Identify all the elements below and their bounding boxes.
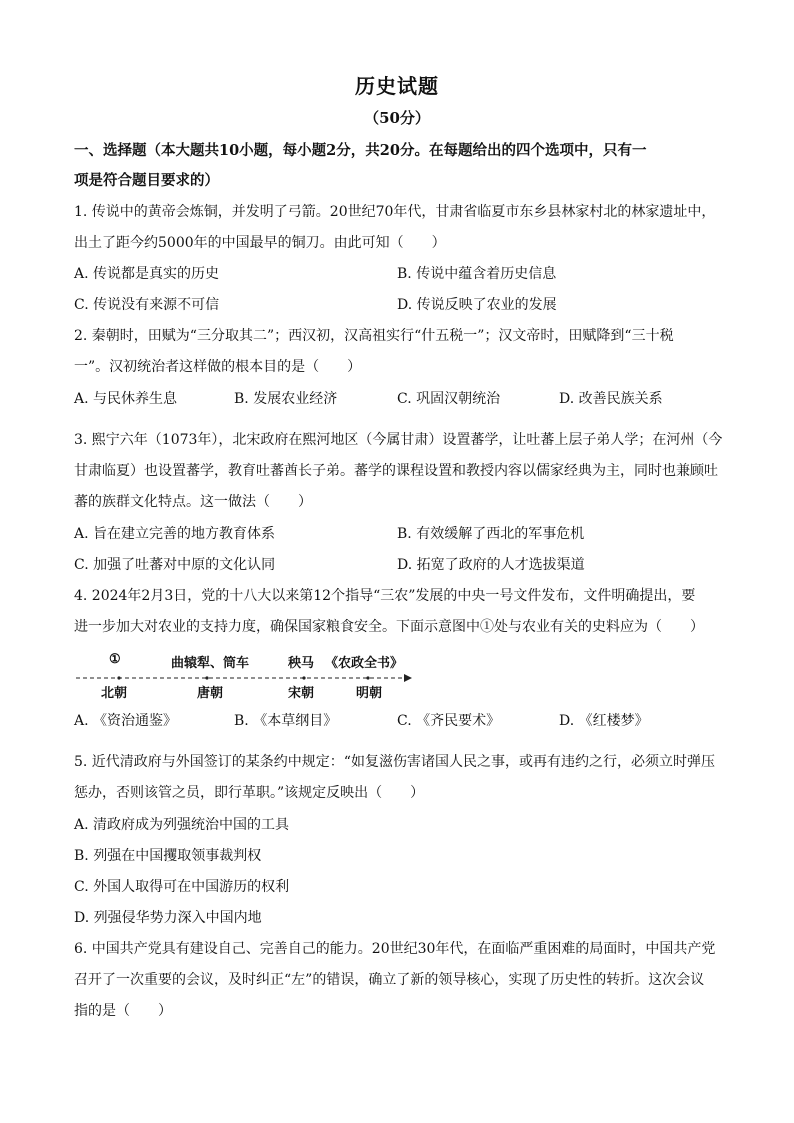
timeline-diagram xyxy=(74,652,419,702)
q2-option-d: D. 改善民族关系 xyxy=(559,391,663,407)
q2-option-b: B. 发展农业经济 xyxy=(234,391,338,407)
q3-option-a: A. 旨在建立完善的地方教育体系 xyxy=(74,526,276,542)
q2-option-c: C. 巩固汉朝统治 xyxy=(397,391,501,407)
timeline-dynasty-2: 唐朝 xyxy=(197,686,224,701)
q1-line2: 出土了距今约5000年的中国最早的铜刀。由此可知（ ） xyxy=(74,235,446,251)
timeline-label-3: 秧马 xyxy=(288,656,315,671)
q1-option-c: C. 传说没有来源不可信 xyxy=(74,297,220,313)
timeline-dynasty-4: 明朝 xyxy=(356,686,383,701)
q3-option-c: C. 加强了吐蕃对中原的文化认同 xyxy=(74,557,276,573)
q1-option-b: B. 传说中蕴含着历史信息 xyxy=(397,266,557,282)
q5-option-c: C. 外国人取得可在中国游历的权利 xyxy=(74,879,290,895)
q2-line1: 2. 秦朝时，田赋为“三分取其二”；西汉初，汉高祖实行“什五税一”；汉文帝时，田赋降到“三十税 xyxy=(74,328,674,344)
timeline-dynasty-1: 北朝 xyxy=(101,686,128,701)
q4-line2: 进一步加大对农业的支持力度，确保国家粮食安全。下面示意图中①处与农业有关的史料应为（ ） xyxy=(74,619,704,635)
timeline-dynasty-3: 宋朝 xyxy=(288,686,315,701)
section-heading-line2: 项是符合题目要求的） xyxy=(74,172,219,189)
q5-line2: 惩办，否则该管之员，即行革职。”该规定反映出（ ） xyxy=(74,785,425,801)
q1-line1: 1. 传说中的黄帝会炼铜，并发明了弓箭。20世纪70年代，甘肃省临夏市东乡县林家村北的林家遗址中， xyxy=(74,204,716,220)
q6-line1: 6. 中国共产党具有建设自己、完善自己的能力。20世纪30年代，在面临严重困难的局面时，中国共产党 xyxy=(74,941,716,957)
timeline-label-1: ① xyxy=(109,652,121,667)
page-title: 历史试题 xyxy=(355,74,439,98)
q3-line3: 蕃的族群文化特点。这一做法（ ） xyxy=(74,494,312,510)
q4-option-b: B. 《本草纲目》 xyxy=(234,713,338,729)
q2-option-a: A. 与民休养生息 xyxy=(74,391,178,407)
q4-option-d: D. 《红楼梦》 xyxy=(559,713,649,729)
q3-line1: 3. 熙宁六年（1073年），北宋政府在熙河地区（今属甘肃）设置蕃学，让吐蕃上层子弟人学；在河州（今 xyxy=(74,432,723,448)
q3-option-b: B. 有效缓解了西北的军事危机 xyxy=(397,526,585,542)
q5-option-b: B. 列强在中国攫取领事裁判权 xyxy=(74,848,262,864)
q3-line2: 甘肃临夏）也设置蕃学，教育吐蕃酋长子弟。蕃学的课程设置和教授内容以儒家经典为主，同时也兼顾吐 xyxy=(74,463,718,479)
q4-line1: 4. 2024年2月3日，党的十八大以来第12个指导“三农”发展的中央一号文件发布，文件明确提出，要 xyxy=(74,588,696,604)
score-label: （50分） xyxy=(364,109,430,127)
q5-option-a: A. 清政府成为列强统治中国的工具 xyxy=(74,817,290,833)
q6-line3: 指的是（ ） xyxy=(74,1003,172,1019)
q1-option-d: D. 传说反映了农业的发展 xyxy=(397,297,557,313)
q6-line2: 召开了一次重要的会议，及时纠正“左”的错误，确立了新的领导核心，实现了历史性的转折。这次会议 xyxy=(74,972,705,988)
q5-line1: 5. 近代清政府与外国签订的某条约中规定：“如复滋伤害诸国人民之事，或再有违约之行，必须立时弹压 xyxy=(74,754,715,770)
q1-option-a: A. 传说都是真实的历史 xyxy=(74,266,220,282)
section-heading-line1: 一、选择题（本大题共10小题，每小题2分，共20分。在每题给出的四个选项中，只有一 xyxy=(74,142,647,159)
q4-option-c: C. 《齐民要术》 xyxy=(397,713,501,729)
timeline-label-2: 曲辕犁、筒车 xyxy=(171,656,250,671)
q3-option-d: D. 拓宽了政府的人才选拔渠道 xyxy=(397,557,585,573)
q4-option-a: A. 《资治通鉴》 xyxy=(74,713,178,729)
q5-option-d: D. 列强侵华势力深入中国内地 xyxy=(74,910,262,926)
timeline-label-4: 《农政全书》 xyxy=(325,656,404,671)
q2-line2: 一”。汉初统治者这样做的根本目的是（ ） xyxy=(74,359,362,375)
